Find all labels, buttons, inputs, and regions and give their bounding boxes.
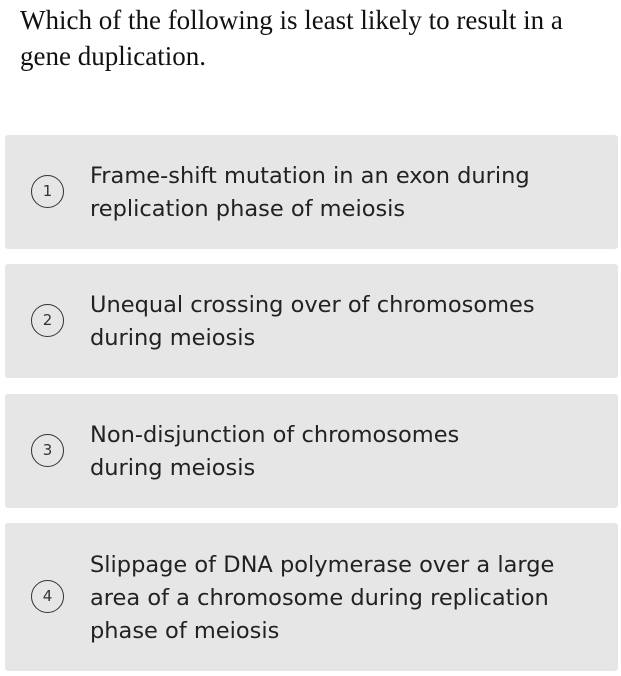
- option-text: [90, 419, 590, 485]
- question-text: [20, 2, 610, 74]
- answer-option-4[interactable]: [5, 523, 618, 671]
- option-text-line: phase of meiosis: [90, 618, 280, 644]
- option-text-line: during meiosis: [90, 455, 256, 481]
- option-text: [90, 160, 590, 226]
- option-number-badge: 4: [31, 580, 64, 613]
- answer-option-3[interactable]: [5, 394, 618, 508]
- option-text-line: replication phase of meiosis: [90, 196, 406, 222]
- option-number-badge: 1: [31, 175, 64, 208]
- option-text-line: Non-disjunction of chromosomes: [90, 422, 460, 448]
- option-number-badge: 3: [31, 434, 64, 467]
- option-text-line: Slippage of DNA polymerase over a large: [90, 552, 555, 578]
- answer-option-1[interactable]: [5, 135, 618, 249]
- option-text-line: Unequal crossing over of chromosomes: [90, 292, 535, 318]
- question-line: gene duplication.: [20, 41, 206, 71]
- answer-option-2[interactable]: [5, 264, 618, 378]
- option-text-line: Frame-shift mutation in an exon during: [90, 163, 530, 189]
- option-text: [90, 549, 590, 648]
- question-line: Which of the following is least likely to result in a: [20, 5, 563, 35]
- option-number-badge: 2: [31, 304, 64, 337]
- option-text: [90, 289, 590, 355]
- option-text-line: area of a chromosome during replication: [90, 585, 549, 611]
- option-text-line: during meiosis: [90, 325, 256, 351]
